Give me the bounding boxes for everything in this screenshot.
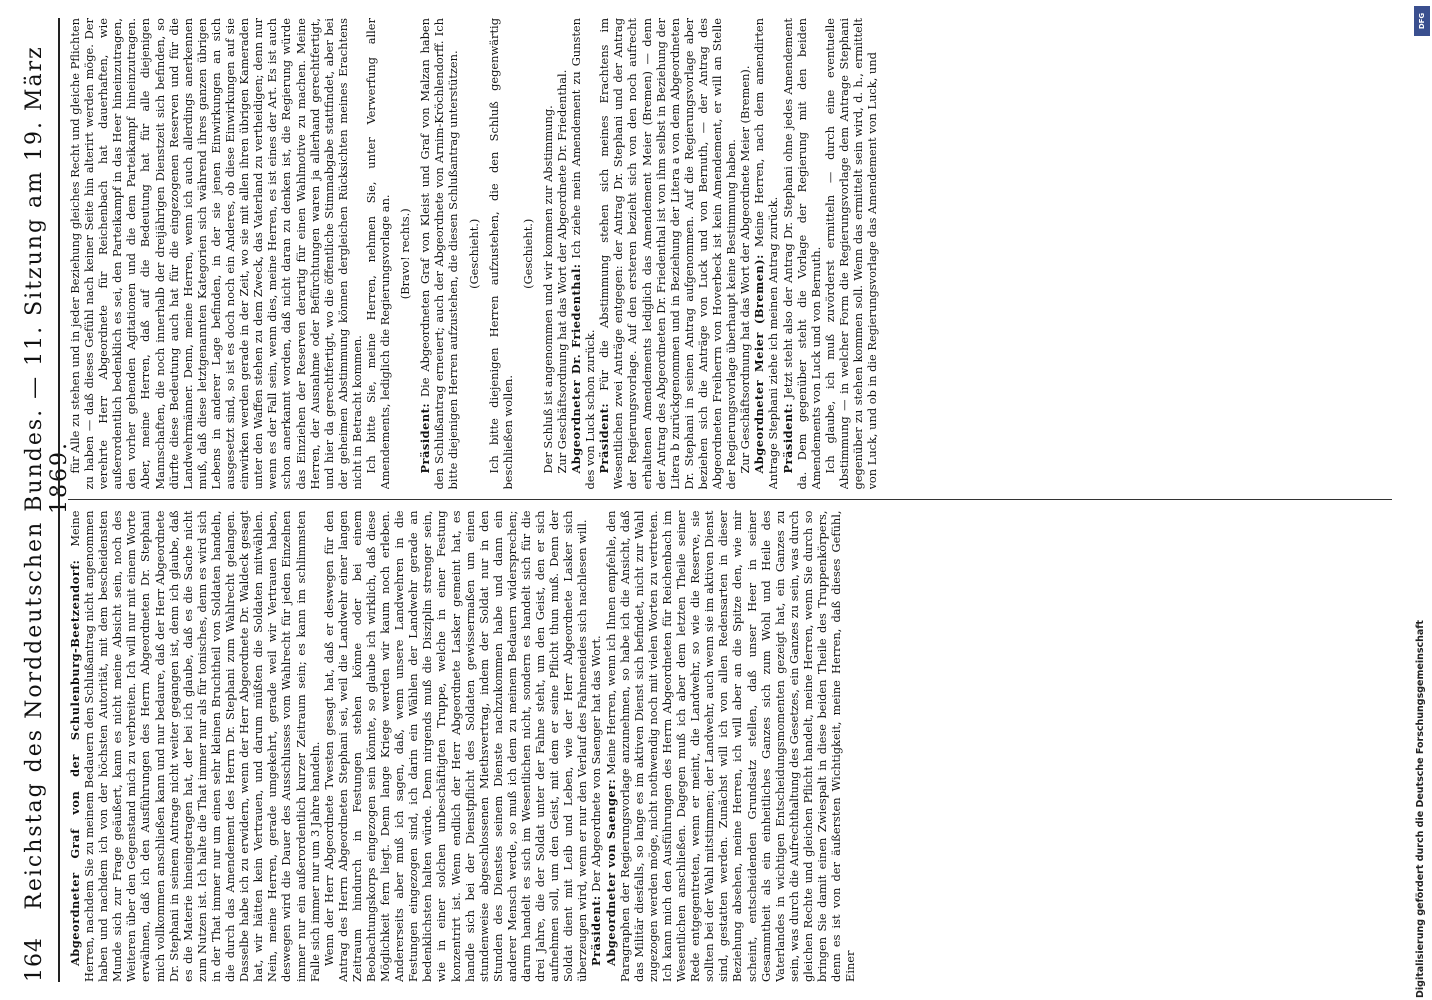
head-rule <box>58 18 60 982</box>
paragraph <box>781 18 823 490</box>
paragraph-text: Ich bitte diejenigen Herren aufzustehen, die den Schluß gegenwärtig beschließen wollen. <box>486 18 515 490</box>
paragraph <box>322 511 590 983</box>
paragraph <box>364 18 392 490</box>
speaker-name: Präsident: <box>589 895 604 967</box>
paragraph-text: für Alle zu stehen und in jeder Beziehung gleiches Recht und gleiche Pflichten zu haben — daß dieses Gefühl nach keiner Seite hin alterirt werden möge. Der verehrte Herr Abgeordnete für Reichenbach hat dauerhaften, wie außerordentlich bedenklich es sei, den Parteikampf in das Heer hineinzutragen, den vorher gehenden Agitationen und die dem Parteikampf hineinzutragen. Aber, meine Herren, daß auf die Bedeutung hat für alle diejenigen Mannschaften, die noch innerhalb der dreijährigen Dienstzeit sich befinden, so dürfte diese Bedeutung auch hat für die eingezogenen Reserven und für die Landwehrmänner. Denn, meine Herren, wenn ich auch allerdings anerkennen muß, daß diese letztgenannten Kategorien sich während ihres ganzen übrigen Lebens in anderer Lage befinden, in der sie jenen Einwirkungen an sich ausgesetzt sind, so ist es doch noch ein Anderes, ob diese Einwirkungen auf sie einwirken werden gerade in der Zeit, wo sie mit allen ihren übrigen Kameraden unter den Waffen stehen zu dem Zweck, das Vaterland zu vertheidigen; denn nur wenn es der Fall sein, wenn dies, meine Herren, es ist eines der Art. Es ist auch schon anerkannt worden, daß nicht daran zu denken ist, die Regierung würde das Einziehen der Reserven derartig für einen Wahlmotive zu machen. Meine Herren, der Ausnahme oder Befürchtungen waren ja allerhand gerechtfertigt, und hier da gerechtfertigt, wo die öffentliche Stimmabgabe stattfindet, aber bei der geheimen Abstimmung können dergleichen Rücksichten meines Erachtens nicht in Betracht kommen. <box>68 18 364 490</box>
paragraph <box>752 18 780 490</box>
paragraph-text: Meine Herren, wenn ich Ihnen empfehle, den Paragraphen der Regierungsvorlage anzunehmen, so habe ich die Ansicht, daß das Militär diesfalls, so lange es im aktiven Dienst sich befindet, nicht zur Wahl zugezogen werden möge, nicht nothwendig noch mit vielen Worten zu vertreten. Ich kann mich den Ausführungen des Herrn Abgeordneten für Reichenbach im Wesentlichen anschließen. Dagegen muß ich aber dem letzten Theile seiner Rede entgegentreten, wenn er meint, die Landwehr, so wie die Reserve, sie sollten bei der Wahl mitstimmen; der Landwehr, auch wenn sie im aktiven Dienst sind, gestatten werden. Zunächst will ich von allen Redensarten in dieser Beziehung absehen, meine Herren, ich will aber an die Spitze den, wie mir scheint, entscheidenden Grundsatz stellen, daß unser Heer in seiner Gesammtheit als ein einheitliches Ganzes sich zum Wohl und Heile des Vaterlandes in wichtigen Entscheidungsmomenten gezeigt hat, ein Ganzes zu sein, was durch die Aufrechthaltung des Gesetzes, ein Ganzes zu sein, was durch gleichen Rechte und gleichen Pflicht handelt, meine Herren, wenn Sie durch so bringen Sie damit einen Zwiespalt in diese beiden Theile des Truppenkörpers, denn es ist von der äußersten Wichtigkeit, meine Herren, daß dieses Gefühl, Einer <box>603 510 858 982</box>
speaker-name: Präsident: <box>597 402 612 474</box>
paragraph <box>418 18 460 490</box>
paragraph-text: Ich bitte Sie, meine Herren, nehmen Sie, unter Verwerfung aller Amendements, lediglich die Regierungsvorlage an. <box>363 18 393 490</box>
paragraph-text: Die Abgeordneten Graf von Kleist und Graf von Malzan haben den Schlußantrag erneuert; auch der Abgeordnete von Arnim-Kröchlendorff. Ich bitte diejenigen Herren aufzustehen, die diesen Schlußantrag unterstützen. <box>418 18 461 490</box>
left-column <box>68 511 1392 983</box>
dfg-logo: DFG <box>1414 6 1430 36</box>
paragraph-text: Meine Herren, nachdem Sie zu meinem Bedauern den Schlußantrag nicht angenommen haben und nachdem ich von der höchsten Autorität, mit dem bescheidensten Munde sich zur Frage geäußert, kann es nicht meine Absicht sein, noch des Weiteren über den Gegenstand mich zu verbreiten. Ich will nur mit einem Worte erwähnen, daß ich den Ausführungen des Herrn Abgeordneten Dr. Stephani mich vollkommen anschließen kann und nur bedaure, daß der Herr Abgeordnete Dr. Stephani in seinem Antrage nicht weiter gegangen ist, denn ich glaube, daß es die Materie hineingetragen hat, der bei ich glaube, daß es die Sache nicht zum Nutzen ist. Ich halte die That immer nur als für tonisches, denn es wird sich in der That immer nur um einen sehr kleinen Bruchtheil von Soldaten handeln, die durch das Amendement des Herrn Dr. Stephani zum Wahlrecht gelangen. Dasselbe habe ich zu erwidern, wenn der Herr Abgeordnete Dr. Waldeck gesagt hat, wir hätten kein Vertrauen, und darum müßten die Soldaten mitwählen. Nein, meine Herren, gerade umgekehrt, gerade weil wir Vertrauen haben, deswegen wird die Dauer des Ausschlusses vom Wahlrecht für jeden Einzelnen immer nur ein außerordentlich kurzer Zeitraum sein; es kann im schlimmsten Falle sich immer nur um 3 Jahre handeln. <box>68 510 322 982</box>
digitisation-note-text: Digitalisierung gefördert durch die Deutsche Forschungsgemeinschaft <box>1415 620 1426 998</box>
paragraph-text: Der Schluß ist angenommen und wir kommen zur Abstimmung. <box>540 105 555 474</box>
paragraph <box>589 511 603 983</box>
paragraph <box>604 511 858 983</box>
running-head <box>22 18 72 982</box>
running-head-title: Reichstag des Norddeutschen Bundes. — 11. Sitzung am 19. März 1869. <box>22 45 72 910</box>
paragraph <box>68 18 364 490</box>
paragraph-text: Zur Geschäftsordnung hat das Wort der Abgeordnete Meier (Bremen). <box>738 65 753 474</box>
speaker-name: Abgeordneter Graf von der Schulenburg-Beetzendorf: <box>68 559 82 967</box>
column-divider <box>68 500 1392 501</box>
paragraph <box>68 511 322 983</box>
stage-direction: (Bravo! rechts.) <box>398 208 413 300</box>
stage-direction: (Geschieht.) <box>520 218 535 289</box>
page-number: 164 <box>22 937 47 982</box>
page-body <box>22 18 1392 982</box>
paragraph-text: Ich ziehe mein Amendement zu Gunsten des von Luck schon zurück. <box>569 18 598 490</box>
speaker-name: Abgeordneter Dr. Friedenthal: <box>569 263 584 474</box>
paragraph <box>569 18 597 490</box>
digitisation-note <box>1412 0 1432 1000</box>
paragraph-text: Für die Abstimmung stehen sich meines Erachtens im Wesentlichen zwei Anträge entgegen: der Antrag Dr. Stephani und der Antrag der Regierungsvorlage. Auf den ersteren bezieht sich von den noch aufrecht erhaltenen Amendements lediglich das Amendement Meier (Bremen) — denn der Antrag des Abgeordneten Dr. Friedenthal ist von ihm selbst in Beziehung der Litera b zurückgenommen und in Beziehung der Litera a von dem Abgeordneten Dr. Stephani in seinen Antrag aufgenommen. Auf die Regierungsvorlage aber beziehen sich die Anträge von Luck und von Bernuth, — der Antrag des Abgeordneten Freiherrn von Hoverbeck ist kein Amendement, er will an Stelle der Regierungsvorlage überhaupt keine Bestimmung haben. <box>597 18 739 490</box>
paragraph-text: Jetzt steht also der Antrag Dr. Stephani ohne jedes Amendement da. Dem gegenüber steht die Vorlage der Regierung mit den beiden Amendements von Luck und von Bernuth. <box>780 18 823 490</box>
paragraph <box>738 18 752 490</box>
paragraph-text: Zur Geschäftsordnung hat das Wort der Abgeordnete Dr. Friedenthal. <box>555 69 569 474</box>
paragraph-text: Der Abgeordnete von Saenger hat das Wort. <box>589 635 604 892</box>
speaker-name: Abgeordneter von Saenger: <box>603 778 618 967</box>
right-column <box>68 18 1392 490</box>
paragraph <box>823 18 879 490</box>
paragraph-text: Meine Herren, nach dem amendirten Antrage Stephani ziehe ich meinen Antrag zurück. <box>752 18 781 490</box>
paragraph <box>597 18 738 490</box>
paragraph <box>487 18 515 490</box>
paragraph-text: Ich glaube, ich muß zuvörderst ermitteln — durch eine eventuelle Abstimmung — in welcher Form die Regierungsvorlage dem Antrage Stephani gegenüber zu stehen kommen soll. Wenn das ermittelt sein wird, d. h., ermittelt von Luck, und ob in die Regierungsvorlage das Amendement von Luck, und <box>822 18 880 490</box>
speaker-name: Abgeordneter Meier (Bremen): <box>752 254 767 474</box>
speaker-name: Präsident: <box>418 402 433 474</box>
paragraph <box>541 18 555 490</box>
stage-direction: (Geschieht.) <box>466 218 481 289</box>
text-columns <box>68 18 1392 982</box>
paragraph <box>555 18 569 490</box>
paragraph-text: Wenn der Herr Abgeordnete Twesten gesagt hat, daß er deswegen für den Antrag des Herrn Abgeordneten Stephani sei, weil die Landwehr einer langen Zeitraum hindurch in Festungen stehen könne oder bei einem Beobachtungskorps eingezogen sein könnte, so glaube ich wirklich, daß diese Möglichkeit fern liegt. Denn lange Kriege werden wir kaum noch erleben. Andererseits aber muß ich sagen, daß, wenn unsere Landwehren in die Festungen eingezogen sind, ich darin ein Wählen der Landwehr gerade an bedenklichsten halten würde. Denn nirgends muß die Disziplin strenger sein, wie in einer solchen unbeschäftigten Truppe, welche in einer Festung konzentrirt ist. Wenn endlich der Herr Abgeordnete Lasker gemeint hat, es handle sich bei der Dienstpflicht des Soldaten gewissermaßen um einen stundenweise abgeschlossenen Miethsvertrag, indem der Soldat nur in den Stunden des Dienstes seinem Dienste nachzukommen habe und dann ein anderer Mensch werde, so muß ich dem zu meinem Bedauern widersprechen; darum handelt es sich im Wesentlichen nicht, sondern es handelt sich für die drei Jahre, die der Soldat unter der Fahne steht, um den Geist, den er sich aufnehmen soll, um den Geist, mit dem er seine Pflicht thun muß. Denn der Soldat dient mit Leib und Leben, wie der Herr Abgeordnete Lasker sich überzeugen wird, wenn er nur den Verlauf des Fahneneides sich nachlesen will. <box>321 510 590 982</box>
speaker-name: Präsident: <box>780 402 795 474</box>
